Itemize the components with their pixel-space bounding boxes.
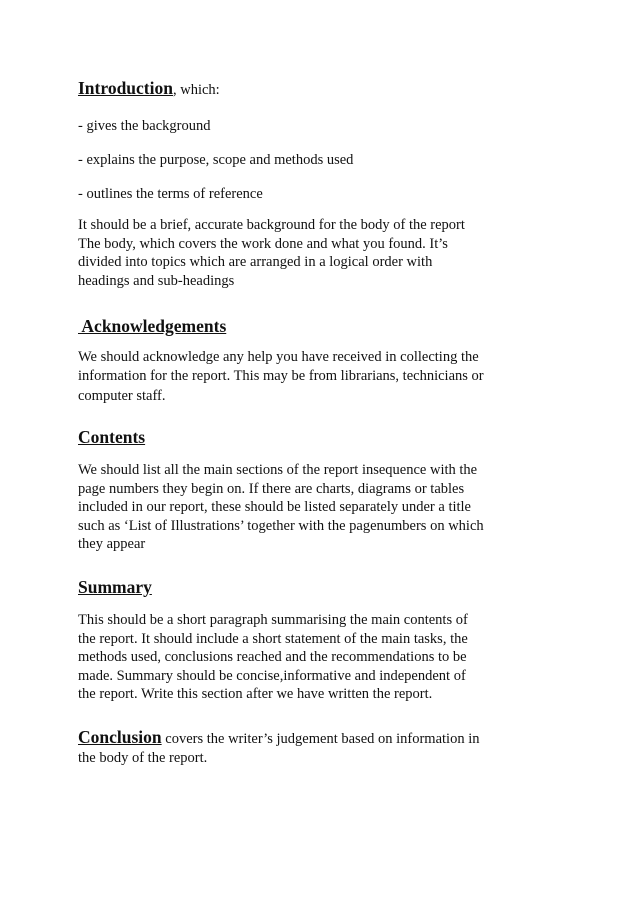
- paragraph-line: The body, which covers the work done and what you found. It’s: [78, 235, 448, 252]
- paragraph-line: divided into topics which are arranged in a logical order with: [78, 254, 433, 271]
- paragraph-line: methods used, conclusions reached and the recommendations to be: [78, 649, 467, 666]
- paragraph-line: made. Summary should be concise,informative and independent of: [78, 667, 466, 684]
- bullet-item: - explains the purpose, scope and methods used: [78, 152, 354, 168]
- paragraph-line: We should list all the main sections of the report insequence with the: [78, 462, 478, 478]
- paragraph-line: the report. It should include a short statement of the main tasks, the: [78, 630, 468, 647]
- introduction-suffix: , which:: [172, 82, 220, 98]
- summary-paragraph: [78, 611, 468, 704]
- contents-heading: Contents: [78, 427, 146, 447]
- paragraph-line: page numbers they begin on. If there are charts, diagrams or tables: [78, 480, 465, 497]
- paragraph-line: such as ‘List of Illustrations’ together with the pagenumbers on which: [78, 517, 484, 534]
- conclusion-heading: Conclusion: [78, 727, 162, 747]
- paragraph-line: they appear: [78, 536, 146, 553]
- paragraph-line: We should acknowledge any help you have received in collecting the: [78, 349, 479, 365]
- conclusion-line: [78, 728, 480, 749]
- acknowledgements-heading: Acknowledgements: [78, 316, 227, 336]
- contents-paragraph: [78, 461, 484, 554]
- conclusion-second-line: the body of the report.: [78, 750, 208, 766]
- paragraph-line: information for the report. This may be from librarians, technicians or: [78, 367, 484, 384]
- introduction-heading: Introduction: [78, 78, 173, 98]
- paragraph-line: computer staff.: [78, 388, 166, 405]
- paragraph-line: included in our report, these should be listed separately under a title: [78, 499, 471, 516]
- summary-heading: Summary: [78, 577, 152, 597]
- paragraph-line: the report. Write this section after we have written the report.: [78, 686, 433, 703]
- bullet-item: - outlines the terms of reference: [78, 186, 263, 202]
- paragraph-line: It should be a brief, accurate background for the body of the report: [78, 217, 465, 233]
- acknowledgements-paragraph: [78, 348, 484, 406]
- bullet-item: - gives the background: [78, 118, 211, 134]
- introduction-line: [78, 78, 220, 100]
- paragraph-line: headings and sub-headings: [78, 272, 235, 289]
- intro-paragraph: [78, 216, 465, 290]
- conclusion-text: covers the writer’s judgement based on information in: [161, 731, 480, 747]
- paragraph-line: This should be a short paragraph summarising the main contents of: [78, 612, 468, 628]
